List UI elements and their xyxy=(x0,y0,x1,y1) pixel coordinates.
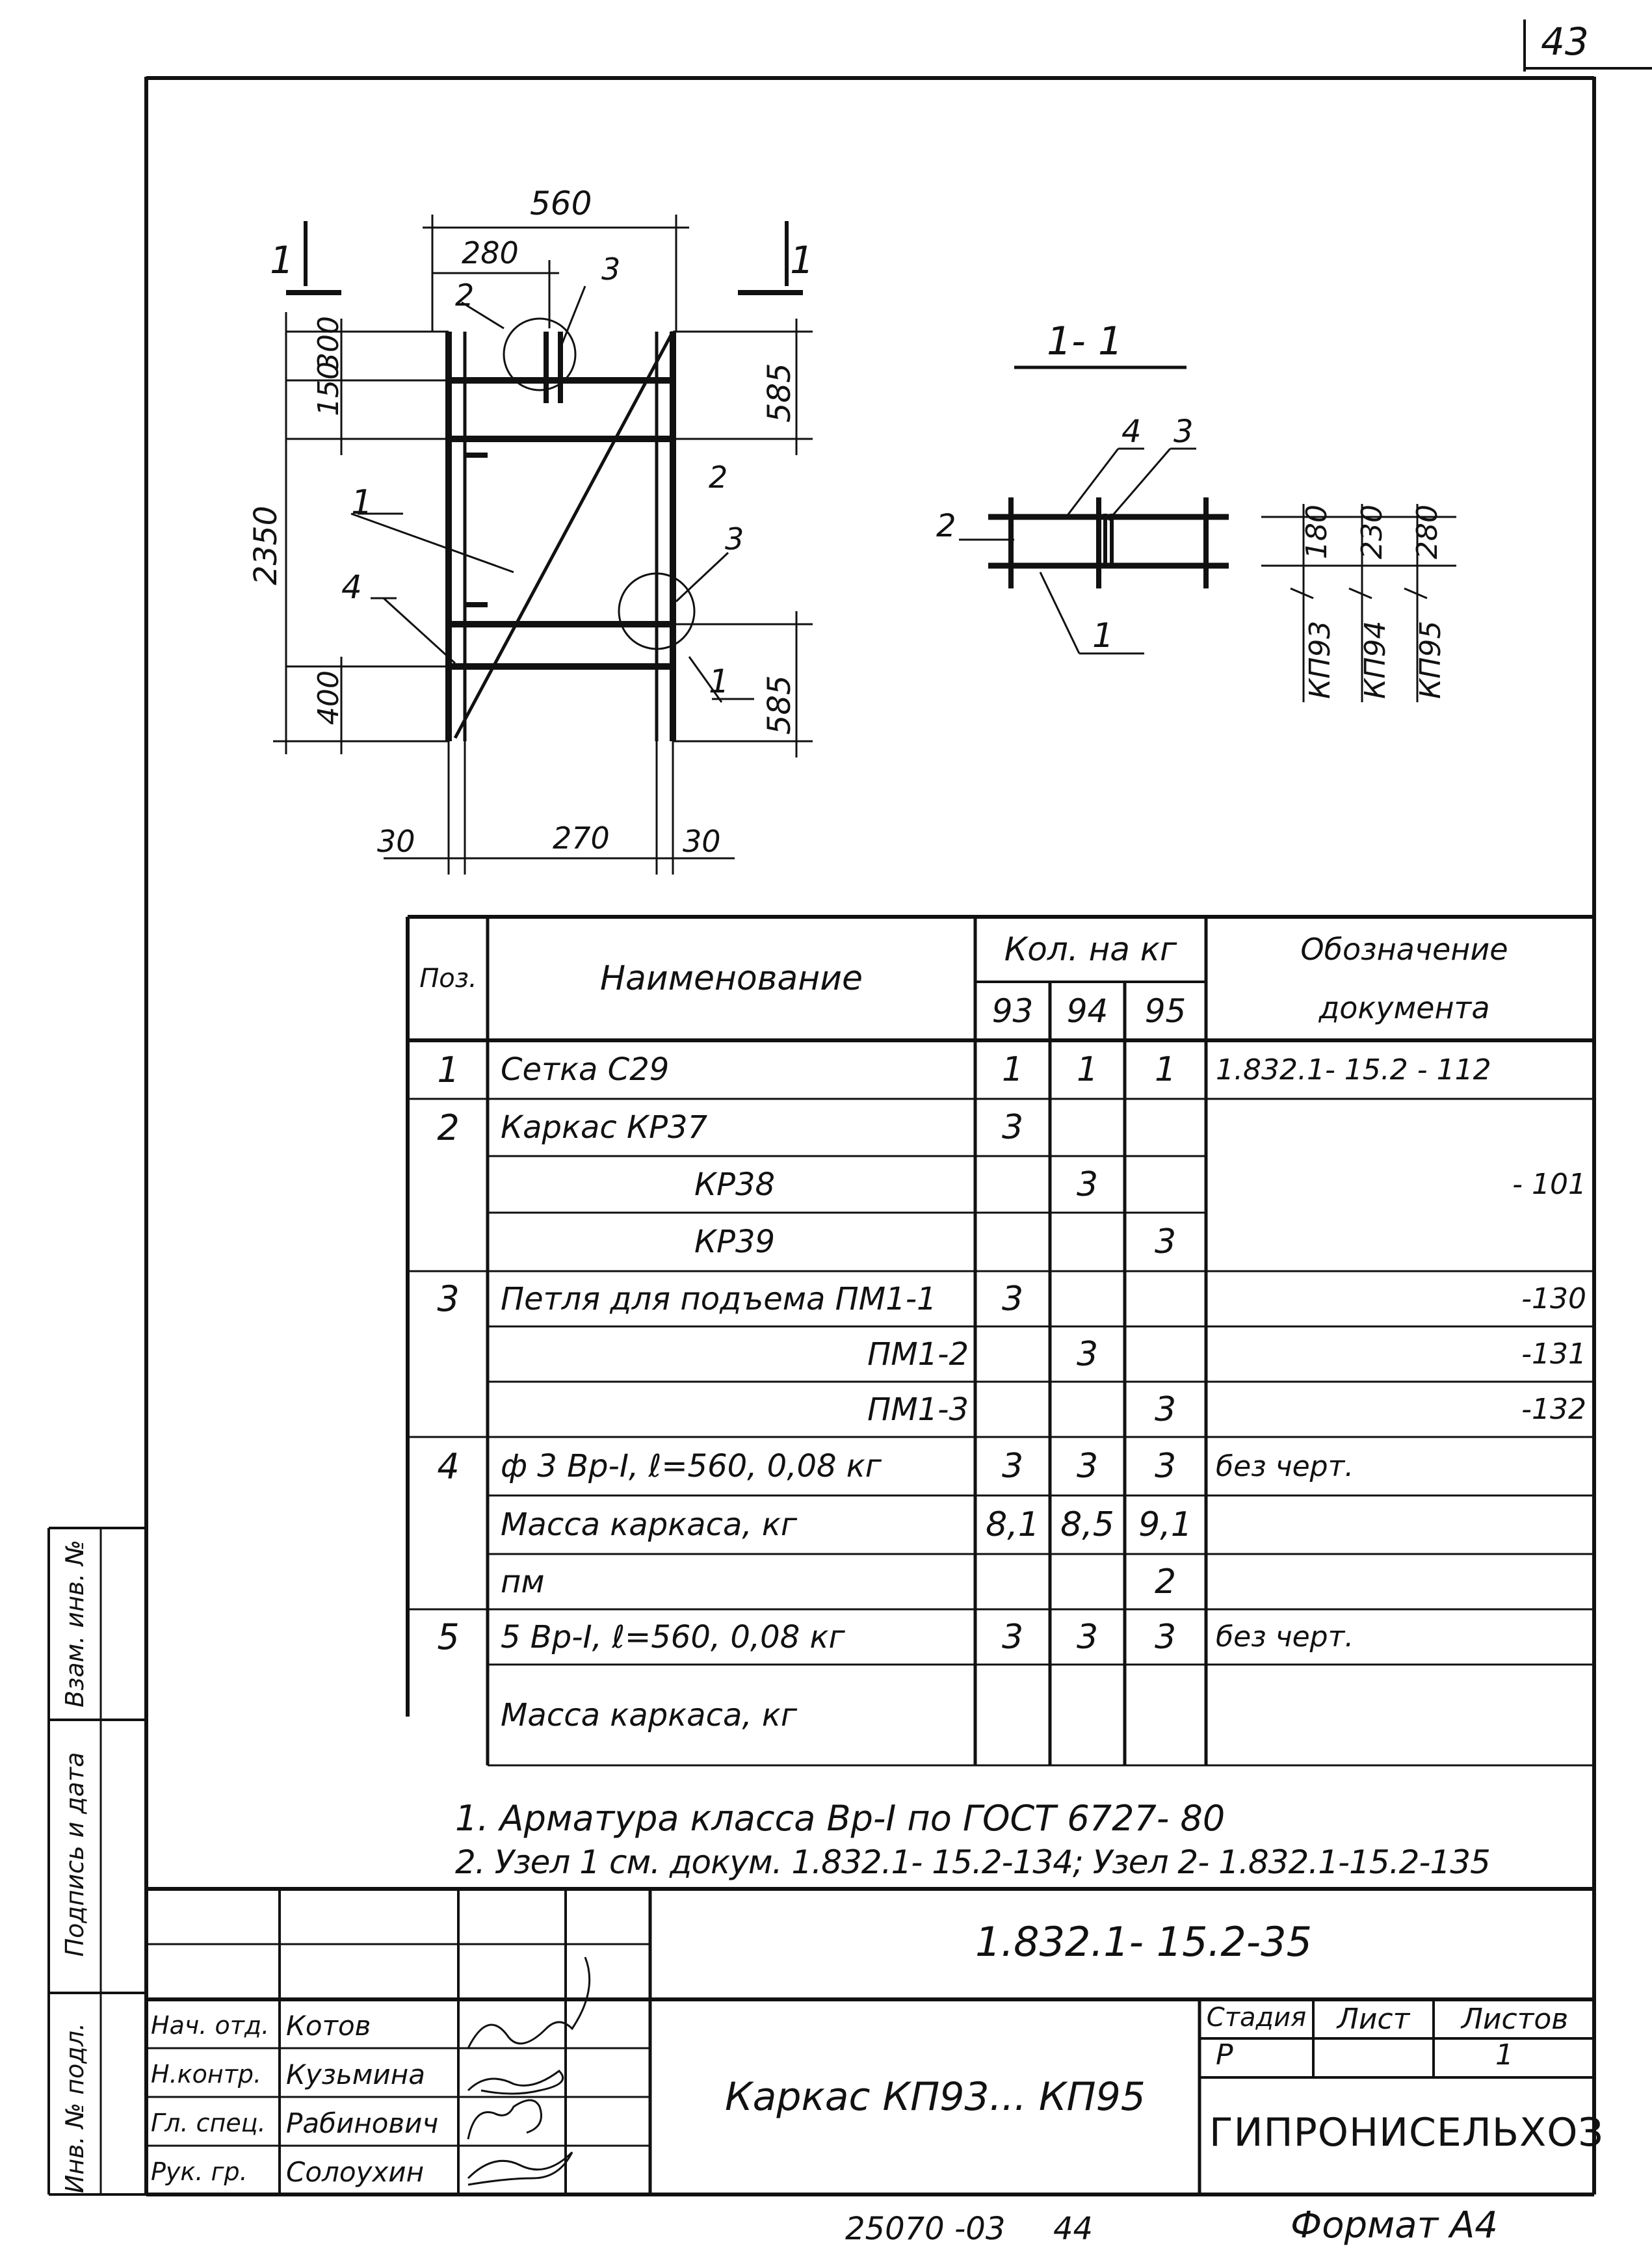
dim-400: 400 xyxy=(312,670,345,725)
row-11-q95: 3 xyxy=(1154,1617,1177,1657)
dim-270: 270 xyxy=(553,821,610,856)
section-title: 1- 1 xyxy=(1047,319,1123,364)
row-12-q94 xyxy=(1053,1665,1121,1765)
row-3-q93 xyxy=(978,1156,1047,1213)
row-7-q93 xyxy=(978,1382,1047,1437)
side-stamp-inv: Инв. № подл. xyxy=(60,2022,89,2194)
callout-3: 3 xyxy=(725,521,744,557)
section-dim-180: 180 xyxy=(1300,505,1333,559)
dim-30-right: 30 xyxy=(683,824,721,859)
row-6-q95 xyxy=(1128,1326,1203,1382)
row-11-name: 5 Вр-I, ℓ=560, 0,08 кг xyxy=(501,1618,845,1655)
page-number: 43 xyxy=(1541,20,1589,64)
section-mark-left: 1 xyxy=(270,238,294,282)
row-3-q95 xyxy=(1128,1156,1203,1213)
stage-value: Р xyxy=(1216,2038,1233,2072)
section-dim-280: 280 xyxy=(1411,505,1444,559)
staff-name-2: Кузьмина xyxy=(286,2058,425,2090)
row-5-doc: -130 xyxy=(1521,1282,1586,1315)
row-10-q93 xyxy=(978,1554,1047,1609)
row-3-name: КР38 xyxy=(694,1166,776,1203)
side-stamp-sign: Подпись и дата xyxy=(60,1752,89,1957)
row-10-q95: 2 xyxy=(1154,1562,1177,1601)
row-9-q93: 8,1 xyxy=(986,1505,1040,1544)
note-2: 2. Узел 1 см. докум. 1.832.1- 15.2-134; Узел 2- 1.832.1-15.2-135 xyxy=(455,1843,1490,1881)
callout-2-top: 2 xyxy=(455,278,475,313)
row-9-doc xyxy=(1216,1495,1586,1554)
row-7-name: ПМ1-3 xyxy=(867,1391,969,1428)
callout-2: 2 xyxy=(709,460,728,495)
sheets-value: 1 xyxy=(1495,2038,1514,2072)
row-3-q94: 3 xyxy=(1076,1165,1099,1204)
dim-2350: 2350 xyxy=(248,505,284,585)
header-qty-93: 93 xyxy=(991,992,1034,1030)
section-mark-right: 1 xyxy=(790,238,814,282)
dimension-texts xyxy=(248,185,814,859)
staff-role-4: Рук. гр. xyxy=(151,2157,248,2186)
row-3-doc: - 101 xyxy=(1512,1168,1586,1201)
row-6-doc: -131 xyxy=(1521,1337,1586,1371)
row-5-q93: 3 xyxy=(1001,1279,1024,1319)
row-8-q94: 3 xyxy=(1076,1447,1099,1486)
row-8-pos: 4 xyxy=(437,1445,460,1487)
row-5-pos: 3 xyxy=(437,1278,460,1319)
doc-code: 1.832.1- 15.2-35 xyxy=(975,1918,1313,1966)
row-8-q95: 3 xyxy=(1154,1447,1177,1486)
row-6-pos xyxy=(411,1326,486,1382)
dim-560: 560 xyxy=(530,185,592,222)
footer-format: Формат А4 xyxy=(1291,2204,1498,2246)
row-2-q94 xyxy=(1053,1099,1121,1156)
note-1: 1. Арматура класса Вр-I по ГОСТ 6727- 80 xyxy=(455,1798,1226,1839)
row-4-name: КР39 xyxy=(694,1224,776,1260)
row-12-q93 xyxy=(978,1665,1047,1765)
sheets-label: Листов xyxy=(1461,2003,1569,2036)
staff-name-1: Котов xyxy=(286,2009,371,2042)
row-1-name: Сетка С29 xyxy=(501,1051,670,1088)
row-7-q94 xyxy=(1053,1382,1121,1437)
staff-role-3: Гл. спец. xyxy=(151,2109,266,2137)
row-10-name: пм xyxy=(501,1563,545,1600)
staff-role-2: Н.контр. xyxy=(151,2060,262,2088)
row-9-pos xyxy=(411,1495,486,1554)
footer-number: 25070 -03 xyxy=(845,2211,1006,2247)
row-7-pos xyxy=(411,1382,486,1437)
row-6-q94: 3 xyxy=(1076,1334,1099,1374)
row-5-q95 xyxy=(1128,1271,1203,1326)
section-callout-3: 3 xyxy=(1173,414,1194,450)
staff-role-1: Нач. отд. xyxy=(151,2011,270,2040)
row-12-name: Масса каркаса, кг xyxy=(501,1696,798,1733)
dim-585-bottom: 585 xyxy=(761,675,798,735)
footer-number-extra: 44 xyxy=(1053,2211,1094,2247)
row-8-name: ф 3 Вр-I, ℓ=560, 0,08 кг xyxy=(501,1448,882,1484)
row-10-doc xyxy=(1216,1554,1586,1609)
row-5-name: Петля для подъема ПМ1-1 xyxy=(501,1280,937,1317)
staff-name-3: Рабинович xyxy=(286,2107,439,2139)
callout-3-top: 3 xyxy=(601,252,621,287)
header-name: Наименование xyxy=(599,959,863,998)
callout-4: 4 xyxy=(341,568,362,606)
organization: ГИПРОНИСЕЛЬХОЗ xyxy=(1209,2110,1604,2155)
row-8-doc: без черт. xyxy=(1216,1449,1354,1483)
dim-30-left: 30 xyxy=(377,824,415,859)
section-label-kp93: КП93 xyxy=(1304,620,1337,699)
row-10-pos xyxy=(411,1554,486,1609)
sheet-label: Лист xyxy=(1337,2003,1410,2036)
dim-585-top: 585 xyxy=(761,363,798,423)
row-12-pos xyxy=(411,1665,486,1765)
row-11-doc: без черт. xyxy=(1216,1620,1354,1653)
frame-plan xyxy=(449,319,694,741)
row-4-doc xyxy=(1216,1213,1586,1271)
row-9-name: Масса каркаса, кг xyxy=(501,1507,798,1543)
row-9-q94: 8,5 xyxy=(1060,1505,1114,1544)
row-1-q93: 1 xyxy=(1001,1050,1024,1089)
header-qty: Кол. на кг xyxy=(1004,930,1177,968)
section-label-kp95: КП95 xyxy=(1414,620,1447,699)
row-5-q94 xyxy=(1053,1271,1121,1326)
dim-150: 150 xyxy=(312,362,345,416)
row-2-name: Каркас КР37 xyxy=(501,1109,708,1146)
section-callout-4: 4 xyxy=(1121,414,1142,450)
row-4-q94 xyxy=(1053,1213,1121,1271)
row-7-doc: -132 xyxy=(1521,1393,1586,1426)
row-2-doc xyxy=(1216,1099,1586,1156)
row-4-q95: 3 xyxy=(1154,1222,1177,1261)
row-6-name: ПМ1-2 xyxy=(867,1336,969,1373)
row-9-q95: 9,1 xyxy=(1138,1505,1192,1544)
callout-1-lower: 1 xyxy=(709,663,729,700)
header-qty-95: 95 xyxy=(1144,992,1187,1030)
row-1-q95: 1 xyxy=(1154,1050,1177,1089)
row-2-pos: 2 xyxy=(437,1107,460,1148)
row-4-pos xyxy=(411,1213,486,1271)
header-pos: Поз. xyxy=(419,964,477,994)
row-10-q94 xyxy=(1053,1554,1121,1609)
callout-1: 1 xyxy=(351,483,373,522)
row-12-q95 xyxy=(1128,1665,1203,1765)
row-4-q93 xyxy=(978,1213,1047,1271)
dim-300: 300 xyxy=(312,316,345,371)
signatures xyxy=(468,1957,590,2185)
row-3-pos xyxy=(411,1156,486,1213)
section-label-kp94: КП94 xyxy=(1359,620,1392,699)
row-8-q93: 3 xyxy=(1001,1447,1024,1486)
section-dim-230: 230 xyxy=(1356,505,1389,559)
row-12-doc xyxy=(1216,1665,1586,1765)
row-11-q94: 3 xyxy=(1076,1617,1099,1657)
row-11-q93: 3 xyxy=(1001,1617,1024,1657)
header-doc: Обозначение документа xyxy=(1300,932,1508,1025)
dim-280: 280 xyxy=(462,235,519,270)
row-2-q95 xyxy=(1128,1099,1203,1156)
row-11-pos: 5 xyxy=(437,1616,460,1657)
row-1-doc: 1.832.1- 15.2 - 112 xyxy=(1216,1053,1491,1087)
section-callout-1: 1 xyxy=(1092,616,1114,655)
drawing-title: Каркас КП93... КП95 xyxy=(725,2074,1146,2120)
section-callout-2: 2 xyxy=(936,508,956,544)
row-2-q93: 3 xyxy=(1001,1108,1024,1147)
row-7-q95: 3 xyxy=(1154,1390,1177,1429)
staff-name-4: Солоухин xyxy=(286,2155,425,2188)
row-1-pos: 1 xyxy=(437,1049,460,1090)
header-qty-94: 94 xyxy=(1066,992,1108,1030)
row-1-q94: 1 xyxy=(1076,1050,1099,1089)
side-stamp-replace: Взам. инв. № xyxy=(60,1540,89,1708)
row-6-q93 xyxy=(978,1326,1047,1382)
stage-label: Стадия xyxy=(1206,2003,1307,2033)
